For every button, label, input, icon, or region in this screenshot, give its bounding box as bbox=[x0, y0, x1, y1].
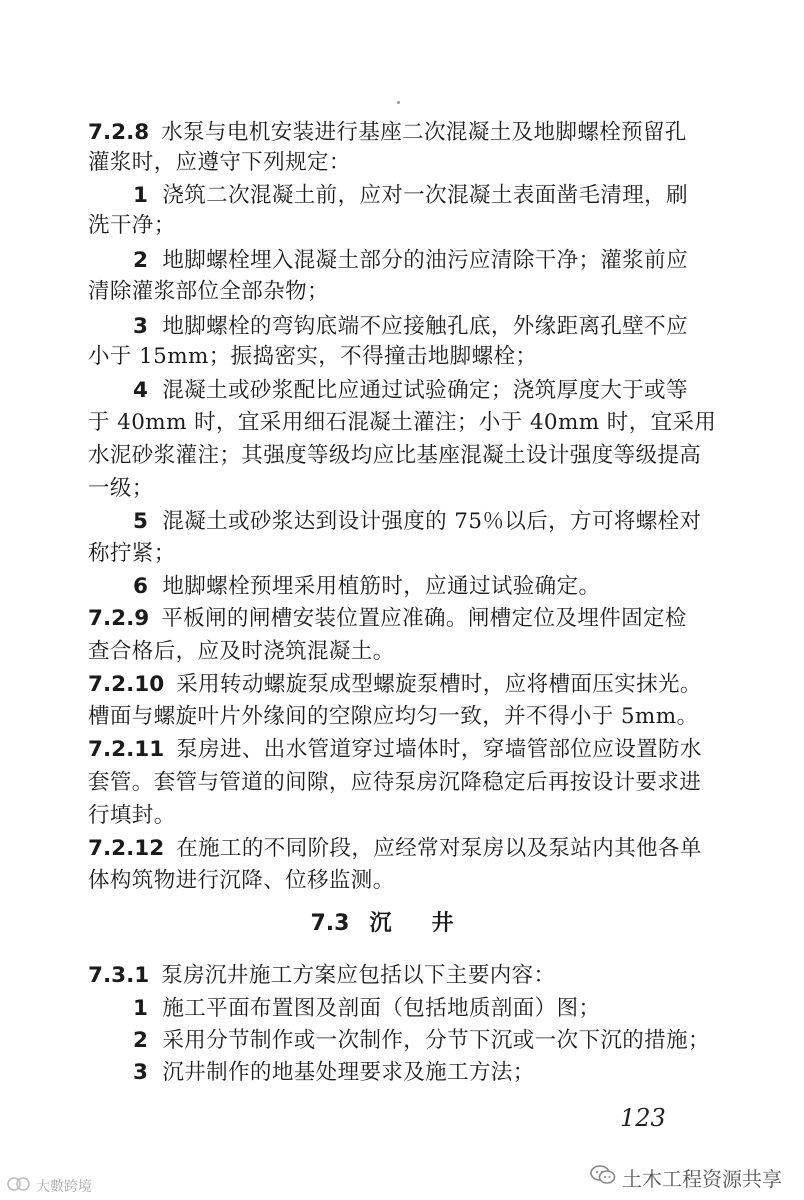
clause-7-2-9-line-2: 查合格后，应及时浇筑混凝土。 bbox=[88, 639, 395, 664]
item-number: 1 bbox=[133, 183, 149, 208]
watermark-right bbox=[590, 1163, 782, 1192]
item-number: 2 bbox=[133, 248, 149, 273]
item-text: 地脚螺栓预埋采用植筋时，应通过试验确定。 bbox=[162, 574, 601, 599]
clause-7-3-1-item-3 bbox=[133, 1058, 535, 1088]
clause-number: 7.2.10 bbox=[88, 672, 165, 697]
clause-text: 在施工的不同阶段，应经常对泵房以及泵站内其他各单 bbox=[176, 836, 702, 861]
clause-number: 7.2.11 bbox=[88, 737, 165, 762]
clause-7-2-10-line-1 bbox=[88, 670, 702, 700]
clause-text: 采用转动螺旋泵成型螺旋泵槽时，应将槽面压实抹光。 bbox=[176, 672, 702, 697]
clause-7-2-11-line-2: 套管。套管与管道的间隙，应待泵房沉降稳定后再按设计要求进 bbox=[88, 770, 702, 795]
item-text: 地脚螺栓埋入混凝土部分的油污应清除干净；灌浆前应 bbox=[162, 248, 688, 273]
section-title: 沉井 bbox=[369, 910, 494, 936]
item-number: 6 bbox=[133, 574, 149, 599]
watermark-right-text: 土木工程资源共享 bbox=[622, 1167, 782, 1191]
item-text: 施工平面布置图及剖面（包括地质剖面）图； bbox=[162, 996, 601, 1021]
clause-7-2-11-line-1 bbox=[88, 735, 702, 765]
item-number: 5 bbox=[133, 509, 149, 534]
logo-icon bbox=[6, 1176, 32, 1196]
clause-text: 水泵与电机安装进行基座二次混凝土及地脚螺栓预留孔 bbox=[161, 120, 687, 145]
clause-text: 泵房沉井施工方案应包括以下主要内容： bbox=[161, 963, 556, 988]
watermark-left bbox=[6, 1176, 92, 1196]
clause-7-2-12-line-2: 体构筑物进行沉降、位移监测。 bbox=[88, 868, 395, 893]
item-4-line-4: 一级； bbox=[88, 476, 154, 501]
item-text: 浇筑二次混凝土前，应对一次混凝土表面凿毛清理，刷 bbox=[162, 183, 688, 208]
clause-number: 7.2.8 bbox=[88, 120, 150, 145]
clause-text: 泵房进、出水管道穿过墙体时，穿墙管部位应设置防水 bbox=[176, 737, 702, 762]
clause-number: 7.2.12 bbox=[88, 836, 165, 861]
item-2-line-2: 清除灌浆部位全部杂物； bbox=[88, 279, 329, 304]
item-4-line-1 bbox=[133, 376, 688, 406]
clause-7-2-10-line-2: 槽面与螺旋叶片外缘间的空隙应均匀一致，并不得小于 5mm。 bbox=[88, 704, 699, 729]
scan-speck bbox=[397, 101, 400, 104]
item-3-line-2: 小于 15mm；振捣密实，不得撞击地脚螺栓； bbox=[88, 344, 538, 369]
item-number: 2 bbox=[133, 1028, 149, 1053]
item-1-line-1 bbox=[133, 181, 688, 211]
clause-7-3-1-item-2 bbox=[133, 1026, 710, 1056]
item-text: 沉井制作的地基处理要求及施工方法； bbox=[162, 1060, 535, 1085]
clause-number: 7.2.9 bbox=[88, 606, 150, 631]
watermark-left-text: 大數跨境 bbox=[36, 1179, 92, 1195]
item-number: 1 bbox=[133, 996, 149, 1021]
item-text: 混凝土或砂浆配比应通过试验确定；浇筑厚度大于或等 bbox=[162, 378, 688, 403]
item-4-line-3: 水泥砂浆灌注；其强度等级均应比基座混凝土设计强度等级提高 bbox=[88, 443, 702, 468]
clause-7-2-8-line-1 bbox=[88, 118, 687, 148]
item-5-line-2: 称拧紧； bbox=[88, 541, 176, 566]
clause-7-3-1-item-1 bbox=[133, 994, 600, 1024]
clause-7-3-1-line-1 bbox=[88, 961, 555, 991]
clause-7-2-8-line-2: 灌浆时，应遵守下列规定： bbox=[88, 150, 351, 175]
item-text: 混凝土或砂浆达到设计强度的 75％以后，方可将螺栓对 bbox=[162, 509, 702, 534]
clause-text: 平板闸的闸槽安装位置应准确。闸槽定位及埋件固定检 bbox=[161, 606, 687, 631]
item-3-line-1 bbox=[133, 312, 688, 342]
item-text: 地脚螺栓的弯钩底端不应接触孔底，外缘距离孔壁不应 bbox=[162, 314, 688, 339]
clause-7-2-12-line-1 bbox=[88, 834, 702, 864]
item-number: 4 bbox=[133, 378, 149, 403]
section-heading bbox=[0, 908, 804, 939]
item-number: 3 bbox=[133, 1060, 149, 1085]
item-4-line-2: 于 40mm 时，宜采用细石混凝土灌注；小于 40mm 时，宜采用 bbox=[88, 410, 717, 435]
item-2-line-1 bbox=[133, 246, 688, 276]
item-1-line-2: 洗干净； bbox=[88, 213, 176, 238]
clause-7-2-9-line-1 bbox=[88, 604, 687, 634]
item-text: 采用分节制作或一次制作，分节下沉或一次下沉的措施； bbox=[162, 1028, 710, 1053]
item-6-line-1 bbox=[133, 572, 600, 602]
clause-7-2-11-line-3: 行填封。 bbox=[88, 803, 176, 828]
item-number: 3 bbox=[133, 314, 149, 339]
clause-number: 7.3.1 bbox=[88, 963, 150, 988]
section-number: 7.3 bbox=[310, 911, 350, 936]
wechat-icon bbox=[590, 1164, 616, 1191]
item-5-line-1 bbox=[133, 507, 701, 537]
page-number: 123 bbox=[620, 1104, 666, 1132]
